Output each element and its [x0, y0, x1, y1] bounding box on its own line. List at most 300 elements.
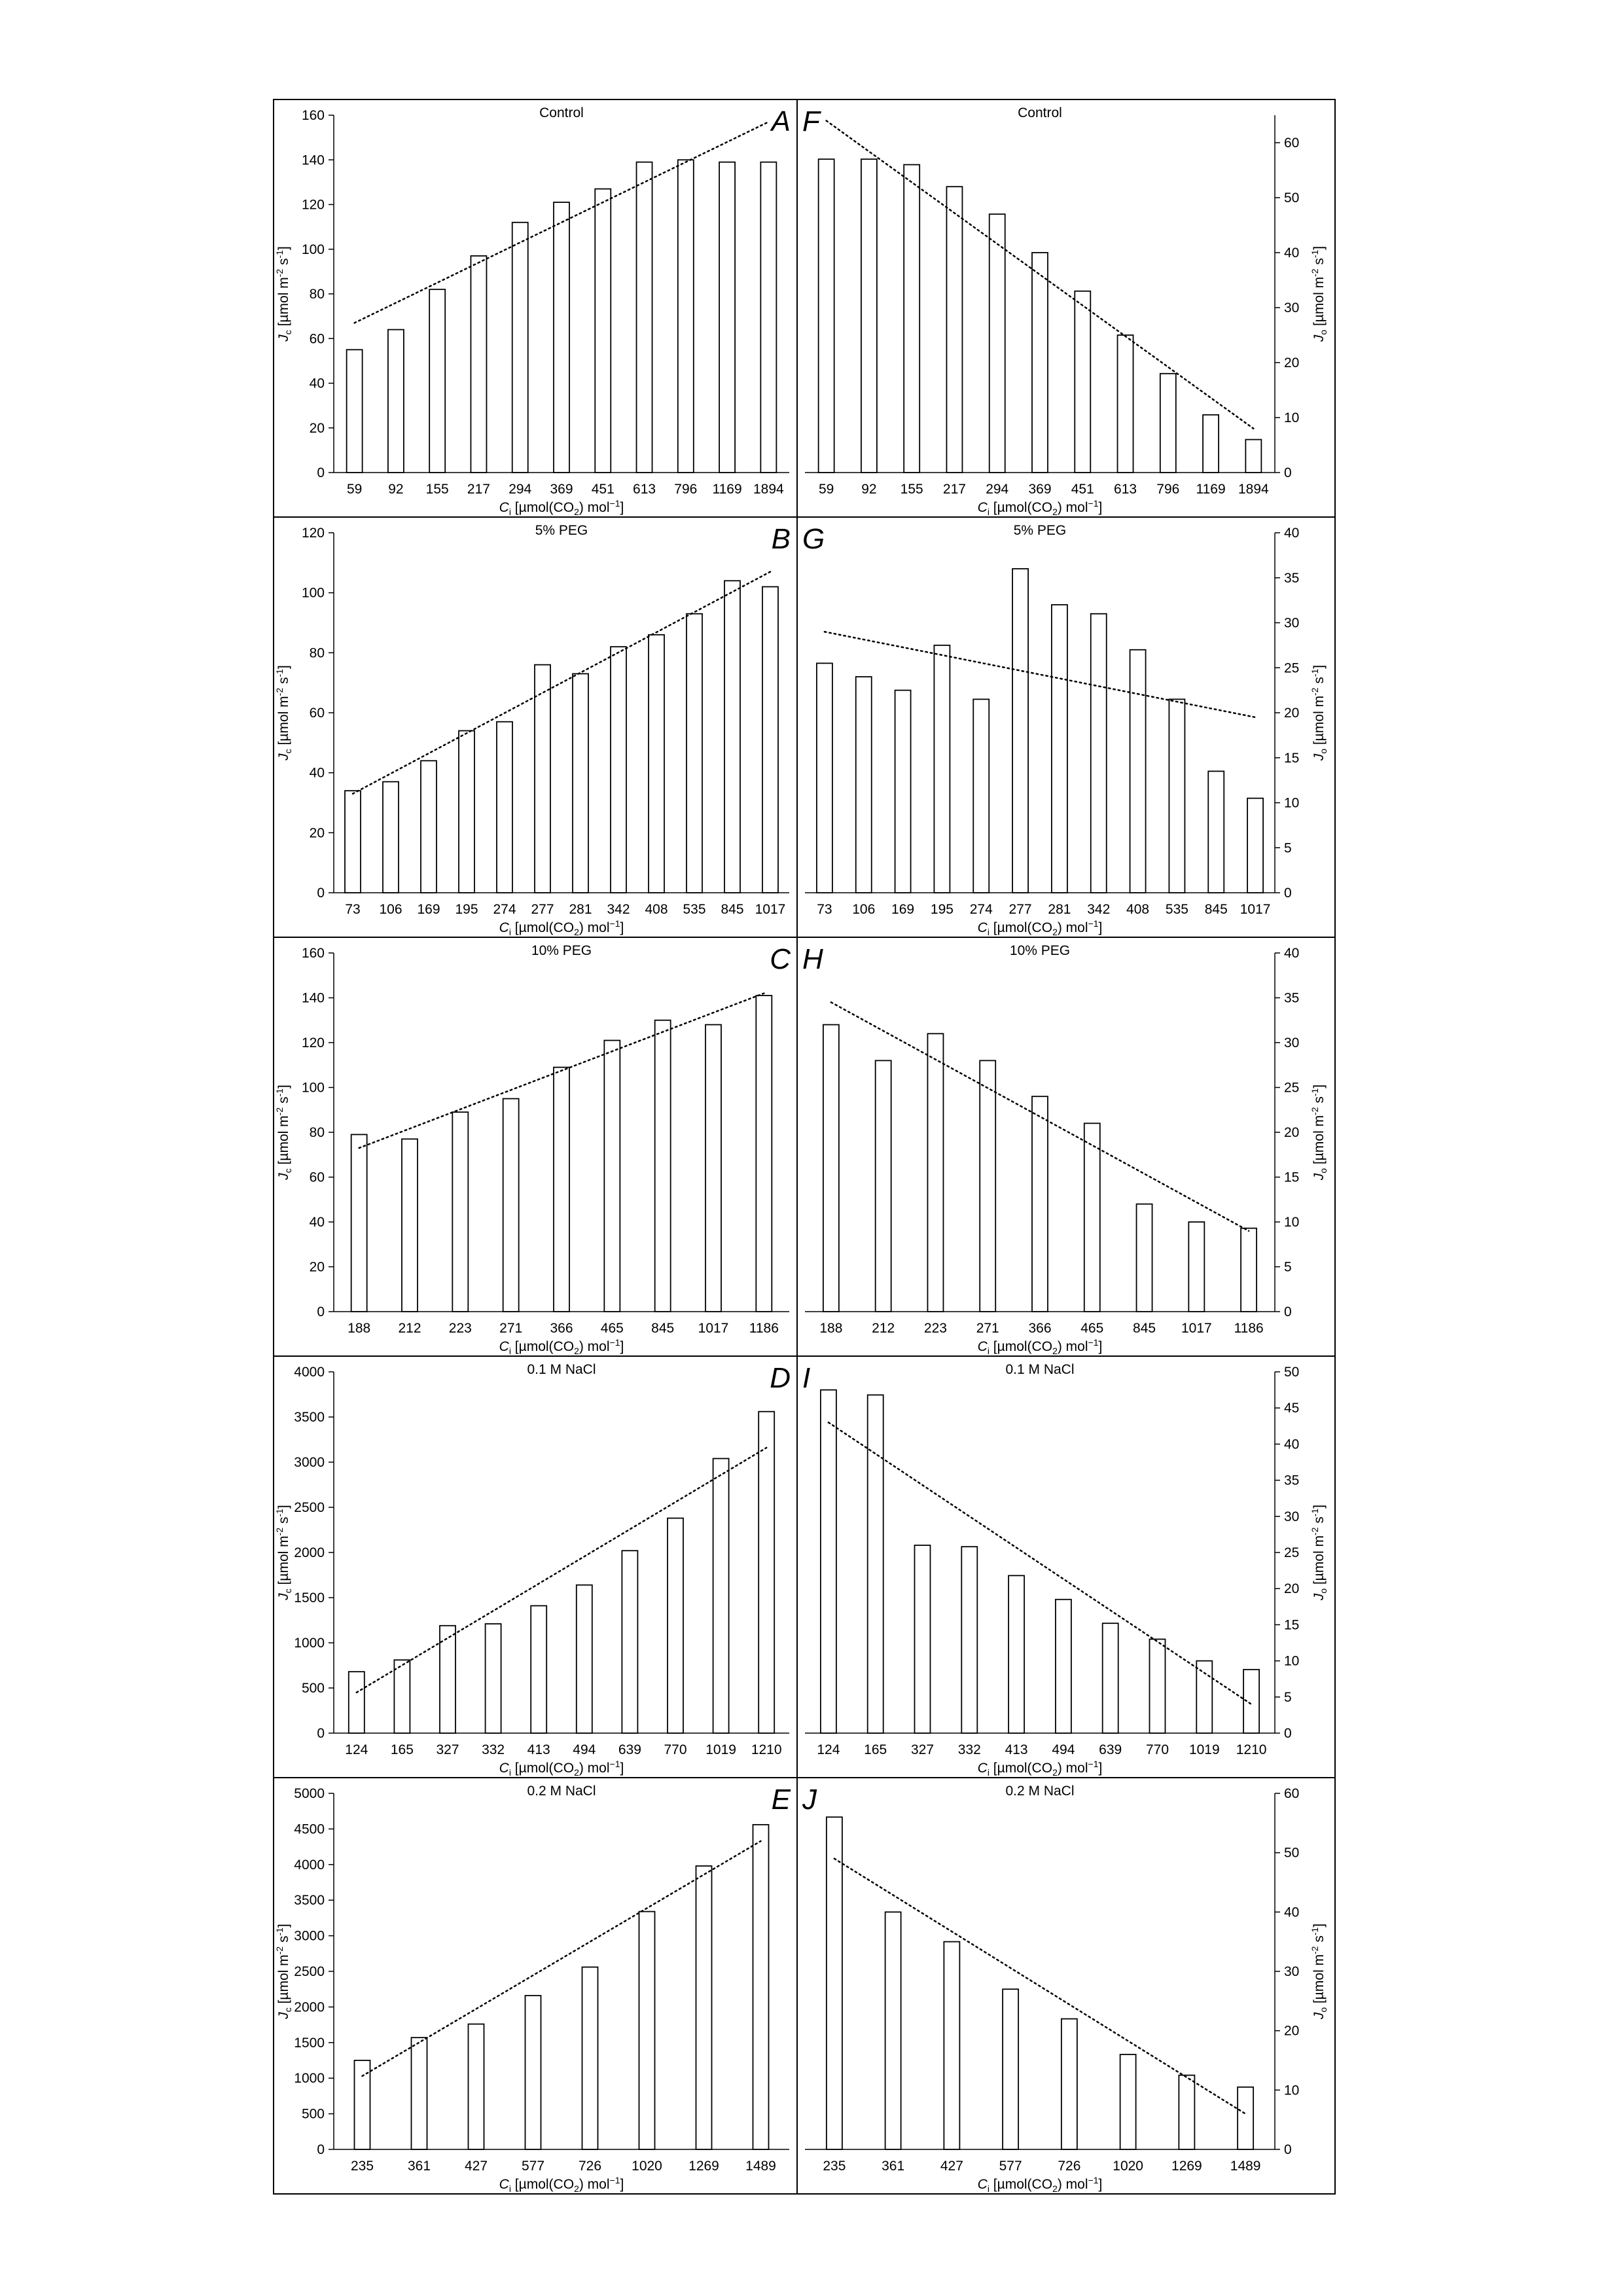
x-tick-label: 212 [872, 1321, 895, 1336]
x-tick-label: 1169 [1196, 482, 1226, 497]
x-tick-label: 235 [823, 2159, 846, 2174]
x-tick-label: 369 [550, 482, 573, 497]
y-axis-label: $J_o$ [µmol $m^{-2}$ $s^{-1}$] [1310, 664, 1329, 761]
x-tick-label: 366 [1028, 1321, 1052, 1336]
chart-panel-D [274, 1362, 791, 1778]
bar-J-361 [885, 1912, 901, 2149]
x-axis-label: $C_i$ [$\mu mol(CO_2)$ mol$^{-1}$] [977, 1759, 1103, 1778]
x-tick-label: 845 [1204, 902, 1228, 917]
y-tick-label: 60 [1284, 1786, 1300, 1801]
x-tick-label: 1269 [688, 2159, 719, 2174]
x-tick-label: 427 [464, 2159, 488, 2174]
bar-F-613 [1118, 335, 1133, 473]
x-tick-label: 845 [721, 902, 744, 917]
x-axis-label: $C_i$ [$\mu mol(CO_2)$ mol$^{-1}$] [977, 918, 1103, 937]
y-tick-label: 60 [309, 1170, 325, 1185]
x-tick-label: 235 [350, 2159, 374, 2174]
bar-F-451 [1075, 291, 1090, 473]
x-axis-label: $C_i$ [$\mu mol(CO_2)$ mol$^{-1}$] [499, 2175, 624, 2194]
bar-A-451 [595, 189, 611, 473]
trendline [829, 1422, 1251, 1704]
chart-panel-G [802, 523, 1329, 937]
y-axis-label: $J_c$ [µmol $m^{-2}$ $s^{-1}$] [274, 665, 293, 761]
x-tick-label: 1894 [753, 482, 784, 497]
bar-A-1894 [760, 162, 776, 473]
x-tick-label: 165 [390, 1742, 414, 1757]
y-tick-label: 5000 [294, 1786, 325, 1801]
x-tick-label: 361 [882, 2159, 905, 2174]
bar-D-1019 [713, 1458, 729, 1733]
y-tick-label: 45 [1284, 1401, 1300, 1416]
panel-title: 0.1 M NaCl [1005, 1362, 1075, 1377]
bar-H-1186 [1241, 1229, 1257, 1312]
bar-G-342 [1091, 614, 1107, 893]
bar-A-59 [347, 350, 363, 473]
bar-F-59 [819, 159, 834, 473]
bar-A-294 [512, 223, 528, 473]
bar-A-155 [429, 289, 445, 473]
bar-E-1269 [696, 1866, 712, 2149]
x-tick-label: 169 [891, 902, 915, 917]
y-tick-label: 3500 [294, 1893, 325, 1909]
bar-H-1017 [1188, 1222, 1204, 1312]
x-tick-label: 217 [467, 482, 490, 497]
bar-I-165 [868, 1395, 883, 1733]
bar-E-577 [526, 1996, 541, 2149]
x-tick-label: 223 [448, 1321, 472, 1336]
bar-B-281 [573, 673, 588, 893]
y-tick-label: 5 [1284, 840, 1292, 856]
y-axis-label: $J_c$ [µmol $m^{-2}$ $s^{-1}$] [274, 1085, 293, 1180]
x-tick-label: 59 [346, 482, 363, 497]
y-tick-label: 35 [1284, 1473, 1300, 1488]
bar-G-408 [1130, 650, 1146, 893]
bar-G-195 [934, 645, 950, 893]
y-tick-label: 5 [1284, 1259, 1292, 1275]
bar-C-271 [503, 1099, 519, 1312]
bar-I-770 [1150, 1639, 1166, 1733]
x-tick-label: 59 [818, 482, 834, 497]
bar-J-427 [944, 1942, 959, 2149]
y-tick-label: 30 [1284, 615, 1300, 631]
bar-E-1020 [639, 1912, 655, 2149]
y-tick-label: 40 [309, 376, 325, 391]
panel-title: Control [1018, 105, 1062, 120]
y-tick-label: 2500 [294, 1964, 325, 1979]
x-tick-label: 281 [1048, 902, 1071, 917]
y-tick-label: 60 [1284, 135, 1300, 151]
bar-J-1020 [1120, 2054, 1136, 2149]
bar-F-217 [946, 187, 962, 473]
y-tick-label: 0 [1284, 1726, 1292, 1741]
y-tick-label: 25 [1284, 660, 1300, 676]
x-tick-label: 332 [482, 1742, 505, 1757]
y-tick-label: 2000 [294, 2000, 325, 2015]
x-tick-label: 361 [407, 2159, 431, 2174]
x-tick-label: 1017 [1240, 902, 1271, 917]
y-tick-label: 60 [309, 706, 325, 721]
bar-B-277 [535, 665, 550, 893]
chart-panel-J [802, 1784, 1329, 2194]
x-tick-label: 155 [425, 482, 449, 497]
bar-B-342 [611, 647, 626, 893]
x-tick-label: 408 [1126, 902, 1150, 917]
panel-letter: H [802, 943, 823, 975]
y-tick-label: 15 [1284, 1617, 1300, 1633]
y-tick-label: 2500 [294, 1500, 325, 1515]
bar-H-212 [876, 1060, 891, 1312]
x-axis-label: $C_i$ [$\mu mol(CO_2)$ mol$^{-1}$] [977, 498, 1103, 517]
bar-F-1894 [1245, 440, 1261, 473]
y-tick-label: 30 [1284, 1035, 1300, 1050]
x-tick-label: 212 [398, 1321, 421, 1336]
panel-letter: E [771, 1784, 791, 1816]
x-tick-label: 639 [1099, 1742, 1122, 1757]
y-tick-label: 3000 [294, 1455, 325, 1470]
y-tick-label: 0 [1284, 465, 1292, 480]
x-axis-label: $C_i$ [$\mu mol(CO_2)$ mol$^{-1}$] [499, 1759, 624, 1778]
x-tick-label: 451 [1071, 482, 1094, 497]
x-tick-label: 217 [942, 482, 966, 497]
y-tick-label: 50 [1284, 1845, 1300, 1861]
y-tick-label: 2000 [294, 1545, 325, 1560]
y-tick-label: 30 [1284, 1509, 1300, 1524]
x-tick-label: 845 [1133, 1321, 1156, 1336]
y-tick-label: 1500 [294, 1590, 325, 1605]
y-tick-label: 20 [1284, 355, 1300, 370]
bar-B-1017 [762, 587, 778, 893]
bar-B-408 [649, 635, 664, 893]
y-tick-label: 10 [1284, 410, 1300, 425]
y-tick-label: 0 [317, 2142, 325, 2157]
chart-panel-A [274, 105, 791, 517]
x-tick-label: 294 [986, 482, 1009, 497]
x-tick-label: 369 [1028, 482, 1052, 497]
y-tick-label: 20 [1284, 2023, 1300, 2039]
y-tick-label: 20 [309, 420, 325, 436]
y-tick-label: 10 [1284, 1215, 1300, 1230]
x-tick-label: 639 [618, 1742, 641, 1757]
y-tick-label: 15 [1284, 1170, 1300, 1185]
x-tick-label: 845 [651, 1321, 675, 1336]
x-tick-label: 577 [999, 2159, 1022, 2174]
bar-I-494 [1056, 1600, 1071, 1733]
x-tick-label: 124 [345, 1742, 368, 1757]
y-tick-label: 20 [309, 825, 325, 841]
x-tick-label: 1019 [1188, 1742, 1220, 1757]
y-tick-label: 60 [309, 331, 325, 347]
y-tick-label: 140 [301, 990, 325, 1006]
chart-panel-I [802, 1362, 1329, 1778]
bar-G-169 [895, 691, 911, 893]
bar-H-188 [823, 1025, 839, 1312]
x-tick-label: 1489 [745, 2159, 776, 2174]
y-tick-label: 30 [1284, 300, 1300, 315]
bar-G-73 [817, 663, 832, 893]
bar-F-294 [990, 214, 1005, 473]
x-tick-label: 1017 [1181, 1321, 1212, 1336]
y-tick-label: 25 [1284, 1545, 1300, 1560]
y-tick-label: 25 [1284, 1080, 1300, 1096]
x-tick-label: 327 [436, 1742, 459, 1757]
y-tick-label: 0 [317, 1304, 325, 1319]
x-tick-label: 1020 [1113, 2159, 1143, 2174]
bar-G-277 [1012, 569, 1028, 893]
bar-E-1489 [753, 1825, 769, 2149]
y-tick-label: 10 [1284, 2083, 1300, 2098]
bar-I-413 [1008, 1575, 1024, 1733]
x-tick-label: 770 [664, 1742, 687, 1757]
x-tick-label: 124 [817, 1742, 840, 1757]
y-axis-label: $J_o$ [µmol $m^{-2}$ $s^{-1}$] [1310, 245, 1329, 342]
y-axis-label: $J_o$ [µmol $m^{-2}$ $s^{-1}$] [1310, 1923, 1329, 2020]
x-tick-label: 1017 [698, 1321, 729, 1336]
y-tick-label: 0 [317, 886, 325, 901]
panel-title: Control [539, 105, 584, 120]
panel-letter: F [802, 105, 820, 137]
panel-title: 0.2 M NaCl [527, 1784, 596, 1799]
bar-B-274 [497, 722, 512, 893]
y-axis-label: $J_c$ [µmol $m^{-2}$ $s^{-1}$] [274, 1505, 293, 1600]
x-tick-label: 465 [600, 1321, 624, 1336]
bar-G-1017 [1247, 798, 1263, 893]
y-tick-label: 40 [1284, 245, 1300, 260]
bar-B-106 [383, 781, 399, 893]
x-tick-label: 1210 [1236, 1742, 1267, 1757]
y-tick-label: 0 [1284, 2142, 1292, 2157]
x-tick-label: 770 [1145, 1742, 1169, 1757]
panel-letter: A [771, 105, 791, 137]
x-tick-label: 92 [861, 482, 877, 497]
y-tick-label: 160 [301, 946, 325, 961]
chart-panel-C [274, 943, 791, 1356]
x-tick-label: 427 [940, 2159, 963, 2174]
y-tick-label: 80 [309, 287, 325, 302]
bar-C-845 [655, 1020, 671, 1312]
bar-H-845 [1137, 1204, 1152, 1312]
y-tick-label: 0 [1284, 886, 1292, 901]
x-tick-label: 366 [550, 1321, 573, 1336]
x-tick-label: 613 [1114, 482, 1137, 497]
y-tick-label: 4500 [294, 1821, 325, 1837]
x-tick-label: 274 [493, 902, 516, 917]
bar-G-845 [1208, 771, 1224, 893]
bar-C-188 [351, 1134, 367, 1312]
y-tick-label: 120 [301, 197, 325, 213]
bar-A-1169 [719, 162, 735, 473]
bar-A-369 [554, 202, 569, 473]
x-tick-label: 271 [976, 1321, 999, 1336]
x-tick-label: 73 [345, 902, 361, 917]
y-tick-label: 4000 [294, 1365, 325, 1380]
y-tick-label: 40 [1284, 526, 1300, 541]
x-tick-label: 169 [417, 902, 440, 917]
y-tick-label: 40 [1284, 1905, 1300, 1920]
x-tick-label: 494 [573, 1742, 596, 1757]
bar-C-366 [554, 1067, 569, 1312]
bar-I-332 [961, 1547, 977, 1733]
y-tick-label: 0 [1284, 1304, 1292, 1319]
bar-E-361 [412, 2037, 427, 2149]
y-axis-label: $J_o$ [µmol $m^{-2}$ $s^{-1}$] [1310, 1504, 1329, 1601]
bar-F-92 [861, 159, 877, 473]
x-tick-label: 1894 [1238, 482, 1269, 497]
x-tick-label: 223 [923, 1321, 947, 1336]
y-tick-label: 120 [301, 1035, 325, 1050]
panel-title: 5% PEG [1013, 523, 1067, 538]
bar-I-1019 [1196, 1661, 1212, 1733]
panel-title: 10% PEG [1009, 943, 1071, 958]
bar-D-332 [486, 1624, 501, 1733]
x-tick-label: 535 [683, 902, 706, 917]
x-tick-label: 1169 [712, 482, 742, 497]
bar-I-327 [915, 1545, 931, 1733]
bar-A-92 [388, 330, 404, 473]
y-tick-label: 1000 [294, 1636, 325, 1651]
bar-I-639 [1103, 1623, 1118, 1733]
x-tick-label: 1269 [1171, 2159, 1202, 2174]
y-tick-label: 100 [301, 1080, 325, 1096]
x-tick-label: 1019 [705, 1742, 736, 1757]
y-tick-label: 30 [1284, 1964, 1300, 1979]
bar-J-726 [1061, 2019, 1077, 2149]
bar-E-427 [469, 2024, 484, 2149]
x-axis-label: $C_i$ [$\mu mol(CO_2)$ mol$^{-1}$] [499, 498, 624, 517]
panel-letter: I [802, 1362, 811, 1394]
bar-E-726 [582, 1967, 598, 2149]
x-tick-label: 92 [388, 482, 404, 497]
bar-B-535 [687, 614, 702, 893]
x-tick-label: 277 [531, 902, 554, 917]
bar-B-169 [421, 761, 437, 893]
y-tick-label: 15 [1284, 750, 1300, 766]
y-axis-label: $J_o$ [µmol $m^{-2}$ $s^{-1}$] [1310, 1084, 1329, 1181]
x-tick-label: 494 [1052, 1742, 1075, 1757]
panel-letter: C [770, 943, 791, 975]
y-tick-label: 500 [301, 2106, 325, 2122]
chart-panel-B [274, 523, 791, 937]
x-tick-label: 155 [900, 482, 923, 497]
bar-F-1169 [1203, 415, 1219, 473]
y-tick-label: 80 [309, 645, 325, 661]
x-axis-label: $C_i$ [$\mu mol(CO_2)$ mol$^{-1}$] [977, 2175, 1103, 2194]
panel-title: 0.2 M NaCl [1005, 1784, 1075, 1799]
bar-D-165 [394, 1660, 410, 1733]
bar-D-770 [668, 1518, 683, 1733]
bar-C-212 [402, 1139, 418, 1312]
panel-title: 5% PEG [535, 523, 588, 538]
bar-J-235 [827, 1817, 842, 2149]
y-tick-label: 40 [309, 1215, 325, 1230]
y-tick-label: 3500 [294, 1410, 325, 1425]
panel-letter: G [802, 523, 825, 555]
bar-I-124 [821, 1390, 836, 1733]
x-tick-label: 577 [521, 2159, 545, 2174]
y-tick-label: 10 [1284, 795, 1300, 811]
panel-title: 0.1 M NaCl [527, 1362, 596, 1377]
x-tick-label: 1489 [1230, 2159, 1261, 2174]
x-tick-label: 465 [1080, 1321, 1104, 1336]
y-tick-label: 100 [301, 242, 325, 257]
x-tick-label: 106 [852, 902, 876, 917]
y-tick-label: 40 [1284, 946, 1300, 961]
bar-H-271 [980, 1060, 995, 1312]
chart-panel-F [802, 105, 1329, 517]
x-tick-label: 195 [455, 902, 478, 917]
x-tick-label: 408 [645, 902, 668, 917]
x-tick-label: 195 [930, 902, 954, 917]
x-tick-label: 451 [591, 482, 615, 497]
x-tick-label: 1210 [751, 1742, 782, 1757]
y-tick-label: 500 [301, 1681, 325, 1696]
bar-C-465 [604, 1041, 620, 1312]
x-axis-label: $C_i$ [$\mu mol(CO_2)$ mol$^{-1}$] [499, 1337, 624, 1356]
x-tick-label: 188 [819, 1321, 843, 1336]
y-tick-label: 35 [1284, 570, 1300, 586]
x-tick-label: 281 [569, 902, 592, 917]
y-tick-label: 20 [1284, 1581, 1300, 1597]
bar-D-639 [622, 1551, 637, 1733]
x-tick-label: 726 [1058, 2159, 1081, 2174]
panel-letter: D [770, 1362, 791, 1394]
y-tick-label: 10 [1284, 1653, 1300, 1669]
bar-D-494 [577, 1585, 592, 1733]
x-tick-label: 796 [674, 482, 698, 497]
bar-G-535 [1169, 699, 1185, 893]
bar-A-796 [678, 160, 694, 473]
chart-panel-E [274, 1784, 791, 2194]
x-tick-label: 277 [1008, 902, 1032, 917]
x-tick-label: 274 [969, 902, 993, 917]
x-tick-label: 1186 [1234, 1321, 1264, 1336]
y-tick-label: 140 [301, 152, 325, 168]
bar-G-274 [973, 699, 989, 893]
y-axis-label: $J_c$ [µmol $m^{-2}$ $s^{-1}$] [274, 1924, 293, 2019]
bar-D-124 [349, 1672, 365, 1733]
x-axis-label: $C_i$ [$\mu mol(CO_2)$ mol$^{-1}$] [977, 1337, 1103, 1356]
y-tick-label: 0 [317, 465, 325, 480]
y-axis-label: $J_c$ [µmol $m^{-2}$ $s^{-1}$] [274, 246, 293, 342]
y-tick-label: 40 [309, 765, 325, 781]
bar-A-613 [637, 162, 652, 473]
y-tick-label: 20 [1284, 1125, 1300, 1140]
x-tick-label: 796 [1156, 482, 1180, 497]
bar-J-1489 [1238, 2087, 1253, 2149]
x-tick-label: 332 [957, 1742, 981, 1757]
bar-C-1186 [756, 996, 772, 1312]
x-tick-label: 294 [508, 482, 532, 497]
x-tick-label: 726 [578, 2159, 602, 2174]
bar-B-845 [724, 581, 740, 893]
panel-title: 10% PEG [531, 943, 592, 958]
bar-D-413 [531, 1605, 546, 1733]
y-tick-label: 100 [301, 585, 325, 601]
panel-letter: B [771, 523, 791, 555]
x-tick-label: 613 [633, 482, 656, 497]
bar-A-217 [471, 256, 486, 473]
bar-H-465 [1084, 1123, 1100, 1312]
bar-J-577 [1003, 1989, 1018, 2149]
bar-C-223 [452, 1112, 468, 1312]
x-tick-label: 73 [817, 902, 832, 917]
bar-G-106 [856, 677, 872, 893]
x-tick-label: 342 [1087, 902, 1111, 917]
y-tick-label: 1000 [294, 2071, 325, 2087]
bar-G-281 [1052, 605, 1067, 893]
bar-H-366 [1032, 1096, 1048, 1312]
bar-B-73 [345, 791, 361, 893]
y-tick-label: 35 [1284, 990, 1300, 1006]
